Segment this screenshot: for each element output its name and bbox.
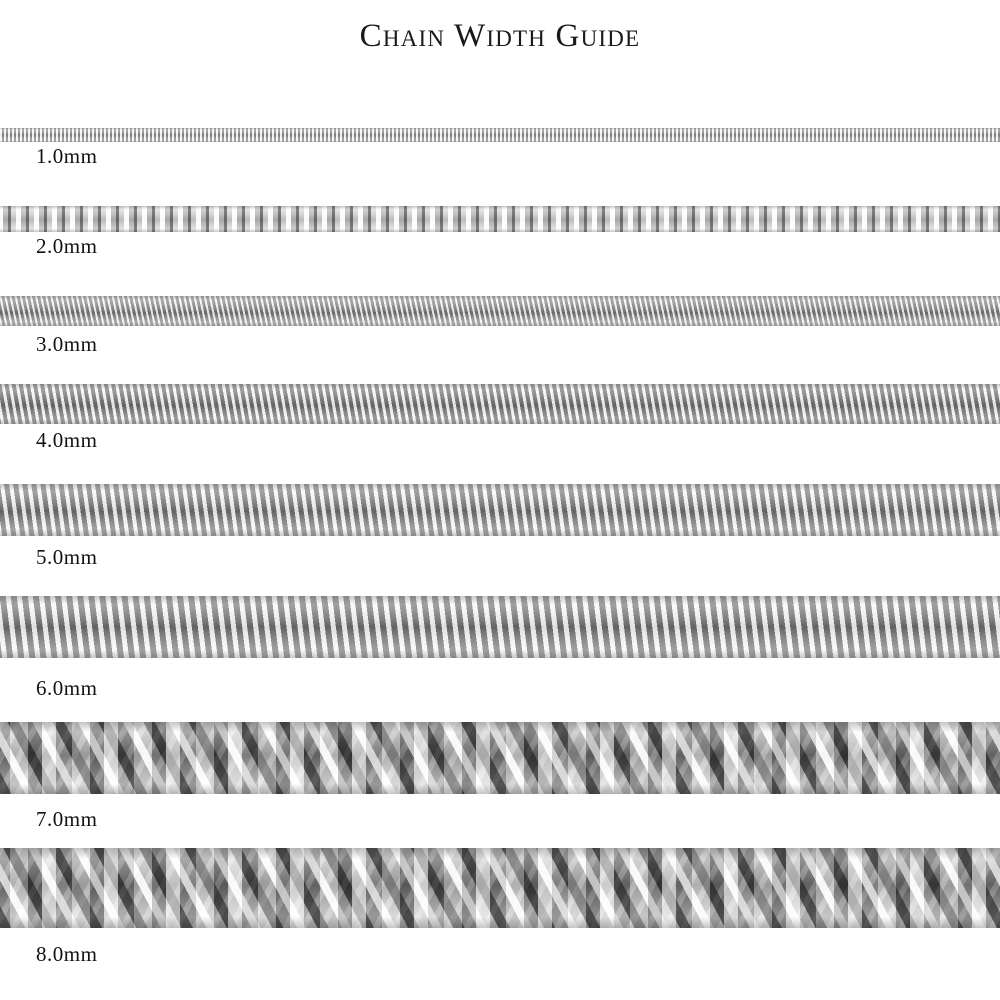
chain-swatch-5	[0, 484, 1000, 536]
chain-swatch-4	[0, 384, 1000, 424]
chain-swatch-1	[0, 128, 1000, 142]
chain-swatch-7	[0, 722, 1000, 794]
chain-edge-shading	[0, 484, 1000, 536]
chain-label-3: 3.0mm	[36, 332, 98, 356]
chain-swatch-2	[0, 206, 1000, 232]
chain-label-6: 6.0mm	[36, 676, 98, 700]
chain-edge-shading	[0, 384, 1000, 424]
chain-edge-shading	[0, 722, 1000, 794]
chain-label-8: 8.0mm	[36, 942, 98, 966]
chain-swatch-3	[0, 296, 1000, 326]
chain-label-7: 7.0mm	[36, 807, 98, 831]
chain-label-4: 4.0mm	[36, 428, 98, 452]
page-title: Chain Width Guide	[359, 18, 641, 54]
chain-label-1: 1.0mm	[36, 144, 98, 168]
chain-edge-shading	[0, 848, 1000, 928]
chain-label-2: 2.0mm	[36, 234, 98, 258]
chain-swatch-6	[0, 596, 1000, 658]
chain-edge-shading	[0, 206, 1000, 232]
chain-edge-shading	[0, 128, 1000, 142]
chain-edge-shading	[0, 296, 1000, 326]
chain-edge-shading	[0, 596, 1000, 658]
chain-swatch-8	[0, 848, 1000, 928]
chain-label-5: 5.0mm	[36, 545, 98, 569]
